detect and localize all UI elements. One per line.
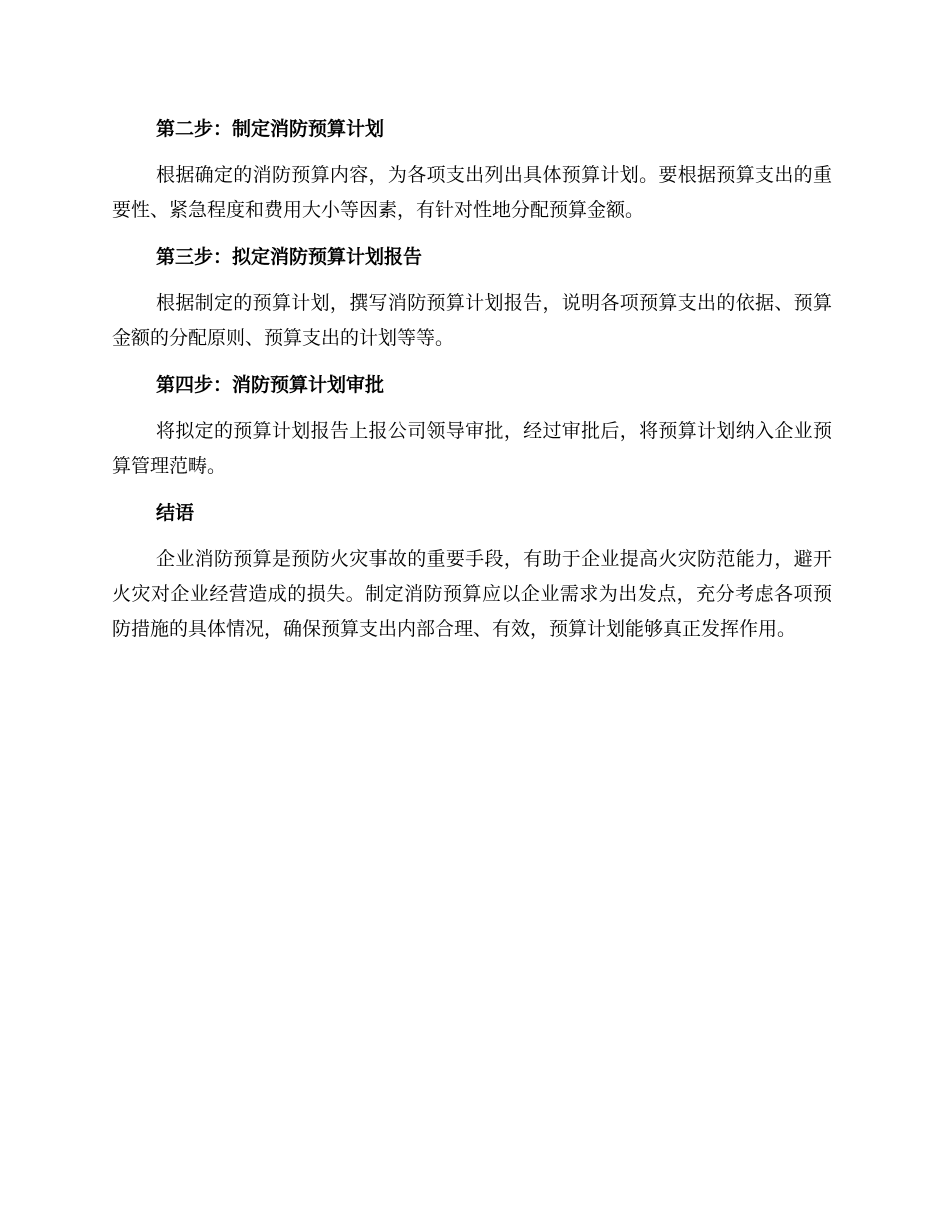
section-paragraph-conclusion: 企业消防预算是预防火灾事故的重要手段，有助于企业提高火灾防范能力，避开火灾对企业经营造成的损失。制定消防预算应以企业需求为出发点，充分考虑各项预防措施的具体情况，确保预算支出内部合理、有效，预算计划能够真正发挥作用。 <box>112 548 832 640</box>
document-body <box>112 110 832 657</box>
section-paragraph-step-4: 将拟定的预算计划报告上报公司领导审批，经过审批后，将预算计划纳入企业预算管理范畴。 <box>112 420 832 477</box>
section-heading-step-3: 第三步：拟定消防预算计划报告 <box>156 246 423 268</box>
section-paragraph-step-3: 根据制定的预算计划，撰写消防预算计划报告，说明各项预算支出的依据、预算金额的分配原则、预算支出的计划等等。 <box>112 292 832 349</box>
section-heading-step-2: 第二步：制定消防预算计划 <box>156 118 385 140</box>
section-heading-conclusion: 结语 <box>156 502 195 524</box>
section-heading-step-4: 第四步：消防预算计划审批 <box>156 374 385 396</box>
section-paragraph-step-2: 根据确定的消防预算内容，为各项支出列出具体预算计划。要根据预算支出的重要性、紧急程度和费用大小等因素，有针对性地分配预算金额。 <box>112 164 832 221</box>
